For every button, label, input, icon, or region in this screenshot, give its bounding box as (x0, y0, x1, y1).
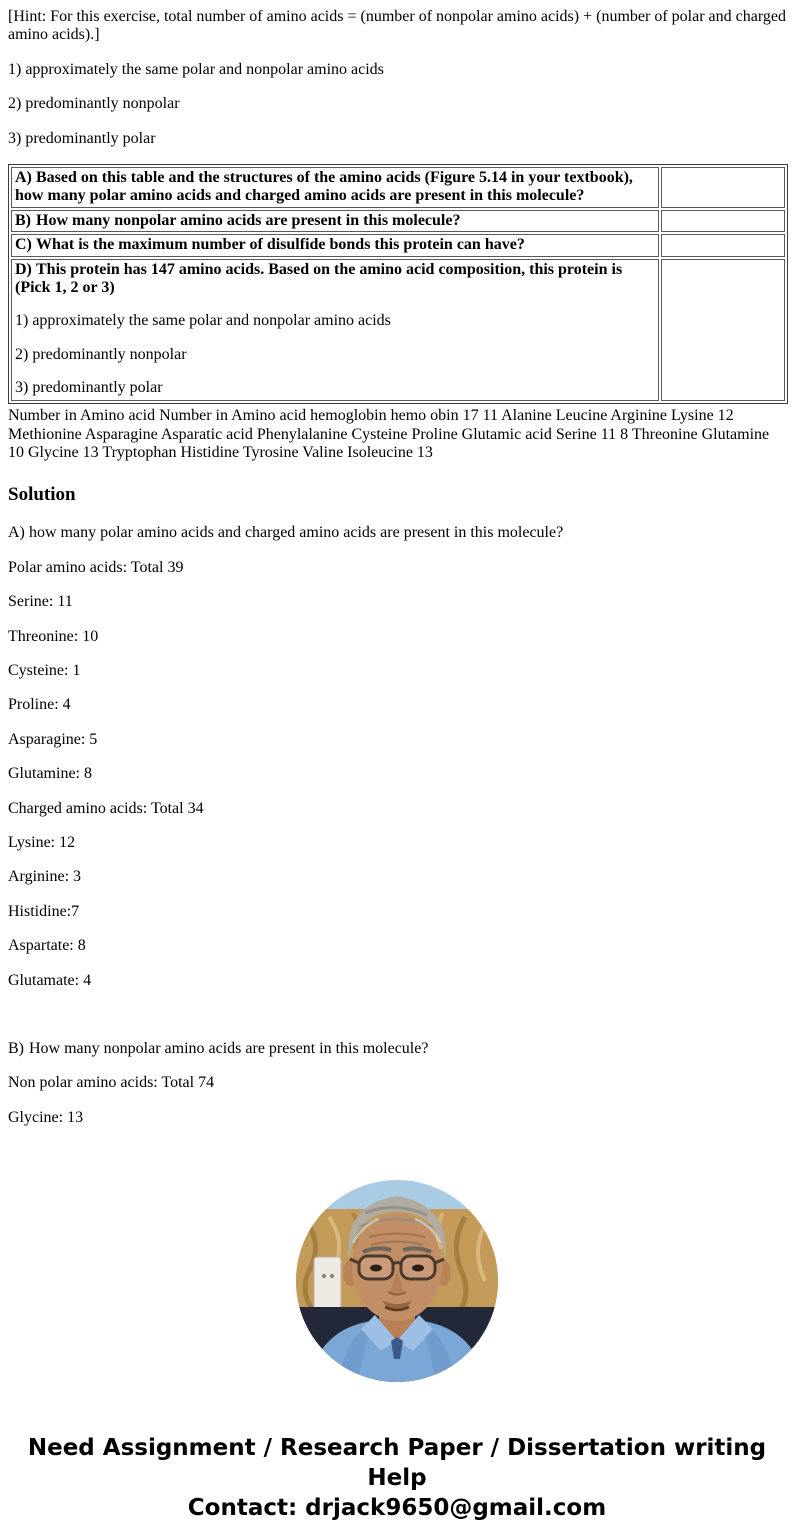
intro-option-2: 2) predominantly nonpolar (8, 95, 180, 113)
question-cell-a (11, 167, 659, 208)
question-cell-c (11, 234, 659, 256)
solution-b-label: B) (8, 1039, 24, 1057)
footer-contact-text: Contact: drjack9650@gmail.com (187, 1495, 607, 1522)
solution-heading: Solution (8, 483, 76, 505)
question-c-label: C) (15, 236, 32, 254)
hint-text: [Hint: For this exercise, total number of amino acids = (number of nonpolar amino acids) + (number of polar and charged amino acids).] (8, 8, 786, 44)
question-row-c (11, 234, 785, 256)
solution-line: Asparagine: 5 (8, 730, 98, 748)
tutor-portrait-illustration (295, 1179, 499, 1383)
composition-text: Number in Amino acid Number in Amino acid hemoglobin hemo obin 17 11 Alanine Leucine Arginine Lysine 12 Methionine Asparagine Asparatic acid Phenylalanine Cysteine Proline Glutamic acid Serine 11 8 Threonine Glutamine 10 Glycine 13 Tryptophan Histidine Tyrosine Valine Isoleucine 13 (8, 407, 770, 462)
solution-line: Arginine: 3 (8, 868, 82, 886)
answer-cell-b (661, 210, 785, 232)
question-c-text: C) What is the maximum number of disulfide bonds this protein can have? (15, 236, 525, 254)
solution-a-question: A) how many polar amino acids and charged amino acids are present in this molecule? (8, 524, 564, 542)
tutor-photo (295, 1179, 499, 1383)
solution-line: Histidine:7 (8, 902, 80, 920)
question-d-text: D) This protein has 147 amino acids. Based on the amino acid composition, this protein is (Pick 1, 2 or 3) (15, 260, 623, 296)
solution-b-question: B) How many nonpolar amino acids are present in this molecule? (8, 1039, 429, 1057)
question-row-a (11, 167, 785, 208)
answer-cell-c (661, 234, 785, 256)
solution-line: Glutamate: 4 (8, 971, 92, 989)
footer-ad-text: Need Assignment / Research Paper / Dissertation writing Help (27, 1435, 767, 1492)
solution-line: Proline: 4 (8, 696, 71, 714)
solution-line: Threonine: 10 (8, 627, 99, 645)
solution-line: Serine: 11 (8, 593, 73, 611)
question-a-text: A) Based on this table and the structures of the amino acids (Figure 5.14 in your textbook), how many polar amino acids and charged amino acids are present in this molecule? (15, 168, 633, 205)
answer-cell-d (661, 259, 785, 402)
solution-line: Polar amino acids: Total 39 (8, 558, 184, 576)
solution-line: Glycine: 13 (8, 1108, 84, 1126)
answer-cell-a (661, 167, 785, 208)
footer-ad (8, 1433, 786, 1523)
question-row-d (11, 259, 785, 402)
intro-option-3: 3) predominantly polar (8, 129, 156, 147)
document-page (8, 8, 786, 1523)
question-cell-d (11, 259, 659, 402)
question-b-label: B) (15, 211, 31, 229)
blank-line (8, 1006, 786, 1024)
solution-a-label: A) (8, 524, 25, 542)
question-d-option-2: 2) predominantly nonpolar (15, 345, 187, 363)
question-d-option-1: 1) approximately the same polar and nonpolar amino acids (15, 312, 391, 330)
question-row-b (11, 210, 785, 232)
solution-line: Non polar amino acids: Total 74 (8, 1074, 215, 1092)
solution-line: Aspartate: 8 (8, 937, 86, 955)
question-b-text: B) How many nonpolar amino acids are present in this molecule? (15, 211, 461, 229)
question-a-label: A) (15, 168, 32, 186)
question-d-label: D) (15, 260, 32, 278)
solution-line: Lysine: 12 (8, 834, 76, 851)
solution-line: Charged amino acids: Total 34 (8, 799, 204, 817)
solution-line: Cysteine: 1 (8, 662, 81, 680)
question-cell-b (11, 210, 659, 232)
solution-line: Glutamine: 8 (8, 765, 92, 783)
intro-option-1: 1) approximately the same polar and nonpolar amino acids (8, 60, 384, 78)
question-d-option-3: 3) predominantly polar (15, 379, 163, 397)
question-table (8, 164, 788, 405)
